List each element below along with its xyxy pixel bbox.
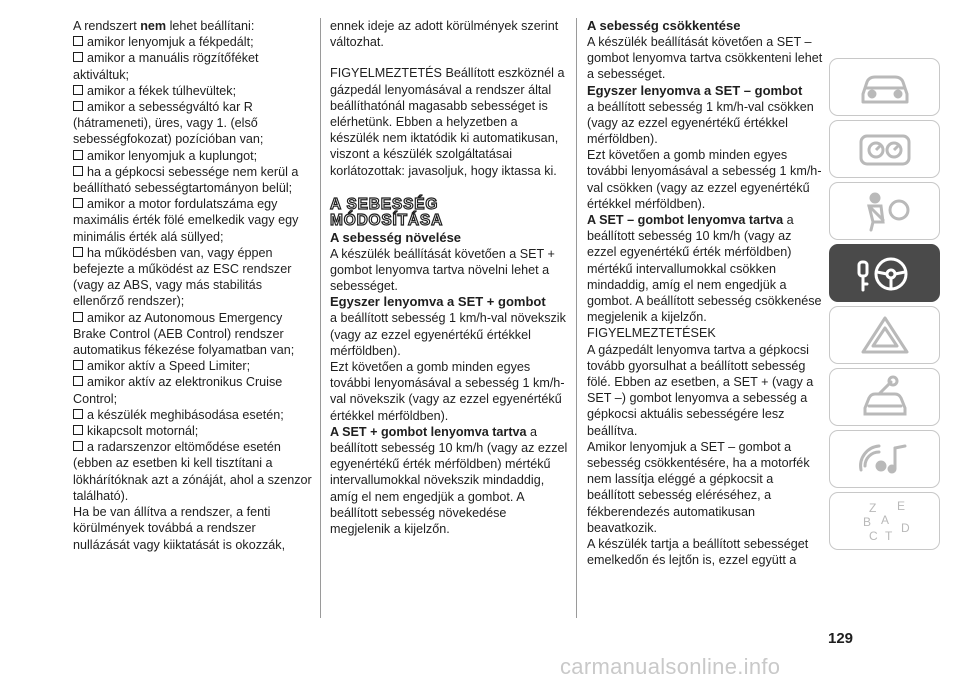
index-letter: T [884,529,892,543]
column-1 [73,18,313,553]
tab-index[interactable] [829,492,940,550]
key-steering-wheel-icon [855,250,915,296]
list-item: amikor a sebességváltó kar R (hátrameneti), üres, vagy 1. (első sebességfokozat) pozícióban van; [73,100,264,147]
paragraph: A készülék beállítását követően a SET – gombot lenyomva tartva csökkenteni lehet a sebességet. [587,35,823,82]
page-number: 129 [828,630,854,647]
list-item: amikor aktív a Speed Limiter; [73,358,313,374]
subheading: A sebesség csökkentése [587,18,741,33]
condition-list [73,34,313,504]
list-item: a radarszenzor eltömődése esetén (ebben az esetben ki kell tisztítani a lökhárítóknak azt a zónáját, ahol a szenzor található). [73,440,312,503]
tab-safety[interactable] [829,182,940,240]
bullet-square-icon [73,360,83,370]
section-heading: A SEBESSÉG MÓDOSÍTÁSA [330,195,444,230]
closing-paragraph: Ha be van állítva a rendszer, a fenti körülmények továbbá a rendszer nullázását vagy kiiktatását is okozzák, [73,505,286,552]
bullet-square-icon [73,52,83,62]
index-letter: Z [868,501,876,515]
column-3 [587,18,823,569]
tab-emergency[interactable] [829,306,940,364]
column-divider [576,18,577,618]
emphasis-nem: nem [140,19,167,33]
subheading: Egyszer lenyomva a SET – gombot [587,82,803,98]
bullet-square-icon [73,166,83,176]
list-item: amikor a motor fordulatszáma egy maximális érték fölé emelkedik vagy egy minimális érték alá süllyed; [73,197,299,244]
column-divider [320,18,321,618]
warning-triangle-icon [855,312,915,358]
dashboard-icon [855,126,915,172]
bullet-square-icon [73,101,83,111]
car-icon [855,64,915,110]
tab-multimedia[interactable] [829,430,940,488]
bullet-square-icon [73,36,83,46]
index-letter: B [862,515,871,529]
index-letter: E [896,499,905,513]
paragraph: a beállított sebesség 1 km/h-val csökken (vagy az ezzel egyenértékű értékkel mérföldben). [587,99,814,147]
list-item: amikor az Autonomous Emergency Brake Control (AEB Control) rendszer automatikus fékezése folyamatban van; [73,310,295,358]
paragraph: A SET + gombot lenyomva tartva a [330,424,538,439]
watermark: carmanualsonline.info [560,654,781,679]
paragraph: a beállított sebesség 1 km/h-val növekszik (vagy az ezzel egyenértékű értékkel mérföldben). [330,311,566,358]
paragraph: A készülék beállítását követően a SET + gombot lenyomva tartva növelni lehet a sebességet. [330,246,555,294]
bullet-square-icon [73,85,83,95]
list-item: amikor a manuális rögzítőféket aktiváltuk; [73,51,259,82]
column-2 [330,18,568,537]
list-item: a készülék meghibásodása esetén; [73,407,313,423]
tab-maintenance[interactable] [829,368,940,426]
list-item: ha működésben van, vagy éppen befejezte a működést az ESC rendszer (vagy az ABS, vagy más stabilitás ellenőrző rendszer); [73,245,292,309]
alphabet-index-icon [855,498,915,544]
paragraph: Amikor lenyomjuk a SET – gombot a sebesség csökkentésére, ha a motorfék nem lassítja eléggé a gépkocsit a beállított sebesség eléréséhez, a fékberendezés automatikusan beavatkozik. [587,439,810,535]
tab-dashboard[interactable] [829,120,940,178]
warning-title: FIGYELMEZTETÉSEK [587,326,716,341]
intro-line: A rendszert nem lehet beállítani: [73,19,255,33]
paragraph: beállított sebesség 10 km/h (vagy az ezzel egyenértékű érték mérföldben) mértékű intervallumokkal csökken mindaddig, amíg el nem engedjük a gombot. A beállított sebesség csökkenése megjelenik a kijelzőn. [587,229,822,325]
bullet-square-icon [73,247,83,257]
chapter-tabs [829,58,940,554]
index-letter: D [900,521,910,535]
paragraph: A gázpedált lenyomva tartva a gépkocsi tovább gyorsulhat a beállított sebesség fölé. Ebben az esetben, a SET + (vagy a SET –) gombot lenyomva a sebesség a gépkocsi aktuális sebességére lesz beállítva. [587,342,814,438]
paragraph: Ezt követően a gomb minden egyes további lenyomásával a sebesség 1 km/h-val növekszik (vagy az ezzel egyenértékű értékkel mérföldben). [330,360,565,423]
paragraph: A SET – gombot lenyomva tartva a [587,213,794,228]
bullet-square-icon [73,198,83,208]
bullet-square-icon [73,376,83,386]
wrench-car-icon [855,374,915,420]
bullet-square-icon [73,409,83,419]
paragraph: Ezt követően a gomb minden egyes további lenyomásával a sebesség 1 km/h-val csökken (vagy az ezzel egyenértékű értékkel mérföldben). [587,148,822,211]
paragraph: ennek ideje az adott körülmények szerint változhat. [330,19,559,50]
tab-car[interactable] [829,58,940,116]
bullet-square-icon [73,425,83,435]
paragraph: beállított sebesség 10 km/h (vagy az ezzel egyenértékű érték mérföldben) mértékű intervallumokkal növekszik mindaddig, amíg el nem engedjük a gombot. A beállított sebesség növekedése megjelenik a kijelzőn. [330,441,568,537]
list-item: amikor aktív az elektronikus Cruise Control; [73,375,283,406]
list-item: amikor lenyomjuk a kuplungot; [73,148,313,164]
list-item: kikapcsolt motornál; [73,423,313,439]
bullet-square-icon [73,312,83,322]
tab-starting-driving[interactable] [829,244,940,302]
index-letter: C [868,529,878,543]
subheading: Egyszer lenyomva a SET + gombot [330,294,546,310]
paragraph: A készülék tartja a beállított sebességet emelkedőn és lejtőn is, ezzel együtt a [587,537,809,568]
bullet-square-icon [73,441,83,451]
index-letter: A [880,513,889,527]
list-item: amikor lenyomjuk a fékpedált; [73,34,313,50]
subheading: A sebesség növelése [330,229,462,245]
warning-paragraph: FIGYELMEZTETÉS Beállított eszköznél a gázpedál lenyomásával a rendszer által beállíthatónál magasabb sebességet is elérhetünk. Ebben a helyzetben a készülék nem iktatódik ki automatikusan, viszont a készülék szolgáltatásai korlátozottak: javasoljuk, hogy iktassa ki. [330,66,565,178]
list-item: ha a gépkocsi sebessége nem kerül a beállítható sebességtartományon belül; [73,164,299,196]
bullet-square-icon [73,150,83,160]
list-item: amikor a fékek túlhevültek; [73,83,313,99]
satellite-music-icon [855,436,915,482]
seatbelt-airbag-icon [855,188,915,234]
